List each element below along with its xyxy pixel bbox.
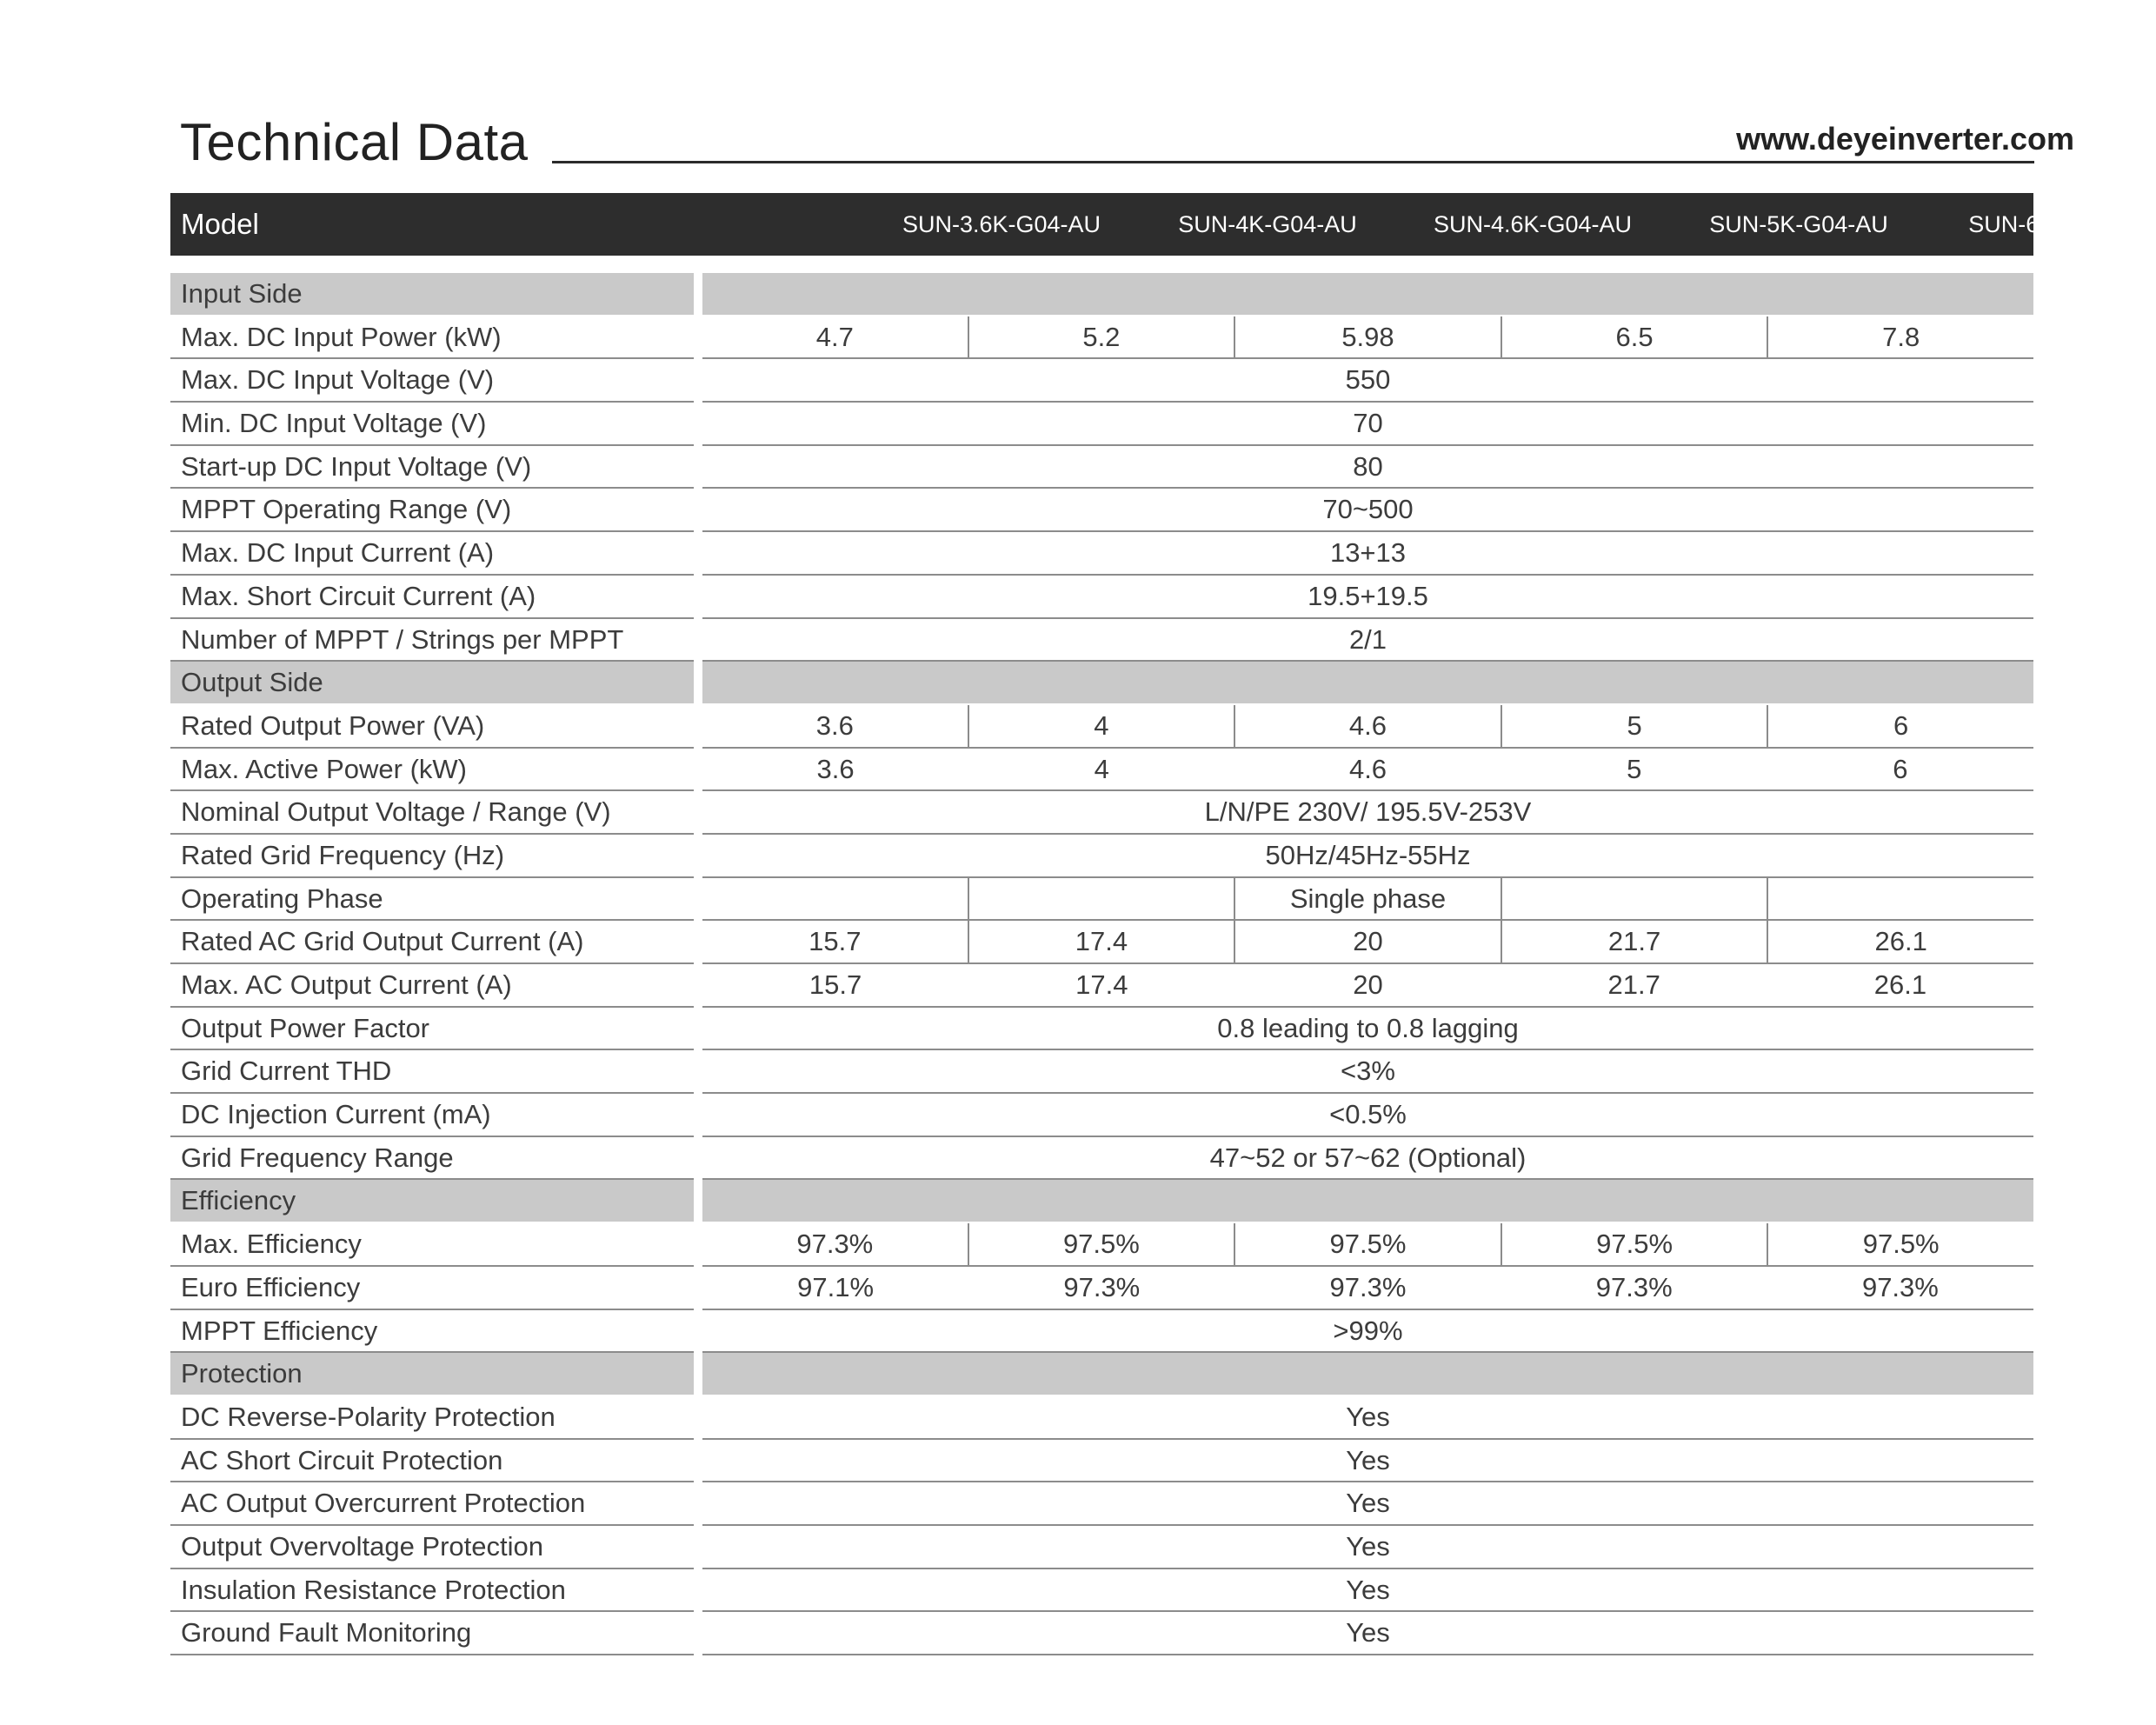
spec-label: Rated Output Power (VA) bbox=[170, 705, 694, 749]
spec-value: <0.5% bbox=[1329, 1099, 1407, 1130]
section-title: Output Side bbox=[170, 662, 694, 705]
spec-value: 47~52 or 57~62 (Optional) bbox=[1209, 1142, 1527, 1173]
spec-value: Yes bbox=[1346, 1617, 1390, 1648]
model-label: Model bbox=[181, 208, 259, 240]
section-title: Efficiency bbox=[170, 1180, 694, 1223]
spec-values bbox=[702, 1267, 2033, 1310]
spec-row bbox=[170, 576, 2033, 619]
spec-value: 4.6 bbox=[1348, 753, 1387, 784]
spec-row bbox=[170, 1526, 2033, 1569]
spec-value: 3.6 bbox=[815, 709, 854, 741]
spec-value: 2/1 bbox=[1348, 623, 1387, 655]
spec-value: 26.1 bbox=[1767, 921, 2033, 962]
spec-value: 20 bbox=[1234, 921, 1501, 962]
spec-value bbox=[1767, 878, 2033, 920]
spec-row bbox=[170, 1310, 2033, 1354]
spec-label: Max. Efficiency bbox=[170, 1223, 694, 1267]
section-fill bbox=[702, 1180, 2033, 1223]
section-title: Input Side bbox=[170, 273, 694, 316]
spec-value: 17.4 bbox=[1075, 969, 1128, 1000]
spec-values bbox=[702, 1050, 2033, 1094]
spec-label: Ground Fault Monitoring bbox=[170, 1612, 694, 1655]
spec-values bbox=[702, 1482, 2033, 1526]
spec-label: Min. DC Input Voltage (V) bbox=[170, 403, 694, 446]
spec-label: Start-up DC Input Voltage (V) bbox=[170, 446, 694, 490]
spec-label: DC Injection Current (mA) bbox=[170, 1094, 694, 1137]
spec-value bbox=[702, 878, 968, 920]
spec-label: AC Output Overcurrent Protection bbox=[170, 1482, 694, 1526]
spec-values bbox=[702, 749, 2033, 792]
spec-label: Max. AC Output Current (A) bbox=[170, 964, 694, 1008]
spec-values bbox=[702, 359, 2033, 403]
spec-label: Nominal Output Voltage / Range (V) bbox=[170, 791, 694, 835]
spec-value: 97.3% bbox=[1861, 1271, 1939, 1302]
spec-value: 21.7 bbox=[1501, 921, 1767, 962]
spec-row bbox=[170, 1050, 2033, 1094]
spec-row bbox=[170, 1569, 2033, 1613]
model-header-bar bbox=[170, 193, 2147, 256]
page-title: Technical Data bbox=[180, 113, 529, 171]
spec-values bbox=[702, 791, 2033, 835]
spec-value bbox=[968, 878, 1234, 920]
spec-values bbox=[702, 1440, 2033, 1483]
spec-row bbox=[170, 316, 2033, 360]
spec-values bbox=[702, 446, 2033, 490]
section-header-row bbox=[170, 1353, 2033, 1396]
model-name-2: SUN-4K-G04-AU bbox=[1178, 211, 1357, 237]
spec-value: 20 bbox=[1353, 969, 1383, 1000]
spec-value: >99% bbox=[1333, 1315, 1403, 1346]
spec-value: 17.4 bbox=[968, 921, 1234, 962]
section-fill bbox=[702, 662, 2033, 705]
spec-row bbox=[170, 1094, 2033, 1137]
spec-values bbox=[702, 532, 2033, 576]
spec-value: 5.2 bbox=[968, 316, 1234, 358]
spec-row bbox=[170, 964, 2033, 1008]
section-header-row bbox=[170, 1180, 2033, 1223]
spec-values bbox=[702, 1094, 2033, 1137]
spec-values bbox=[702, 705, 2033, 749]
spec-value: 97.5% bbox=[1234, 1223, 1501, 1265]
spec-value: Yes bbox=[1346, 1574, 1390, 1605]
spec-row bbox=[170, 359, 2033, 403]
spec-value: 0.8 leading to 0.8 lagging bbox=[1217, 1012, 1519, 1043]
website-url[interactable]: www.deyeinverter.com bbox=[1736, 121, 2074, 157]
section-fill bbox=[702, 1353, 2033, 1396]
spec-values bbox=[702, 316, 2033, 360]
section-title: Protection bbox=[170, 1353, 694, 1396]
model-name-1: SUN-3.6K-G04-AU bbox=[902, 211, 1101, 237]
spec-value: Yes bbox=[1346, 1488, 1390, 1519]
spec-row bbox=[170, 791, 2033, 835]
spec-value: 15.7 bbox=[808, 926, 862, 957]
spec-value: 70 bbox=[1353, 408, 1383, 439]
spec-row bbox=[170, 749, 2033, 792]
spec-values bbox=[702, 619, 2033, 663]
spec-label: Euro Efficiency bbox=[170, 1267, 694, 1310]
spec-value: 4 bbox=[968, 705, 1234, 747]
spec-values bbox=[702, 1396, 2033, 1440]
spec-value: 97.3% bbox=[1595, 1271, 1673, 1302]
spec-value: 97.5% bbox=[1767, 1223, 2033, 1265]
spec-value: 3.6 bbox=[816, 753, 855, 784]
spec-value: 5.98 bbox=[1234, 316, 1501, 358]
spec-label: Max. Short Circuit Current (A) bbox=[170, 576, 694, 619]
spec-label: Output Power Factor bbox=[170, 1008, 694, 1051]
spec-label: DC Reverse-Polarity Protection bbox=[170, 1396, 694, 1440]
spec-value: 4 bbox=[1094, 753, 1109, 784]
spec-row bbox=[170, 532, 2033, 576]
spec-value: 19.5+19.5 bbox=[1308, 580, 1428, 611]
spec-row bbox=[170, 1137, 2033, 1181]
spec-label: Max. Active Power (kW) bbox=[170, 749, 694, 792]
spec-row bbox=[170, 446, 2033, 490]
spec-value: 5 bbox=[1627, 753, 1642, 784]
spec-values bbox=[702, 878, 2033, 922]
section-header-row bbox=[170, 662, 2033, 705]
spec-row bbox=[170, 1612, 2033, 1655]
spec-values bbox=[702, 835, 2033, 878]
spec-value: 97.1% bbox=[797, 1271, 875, 1302]
spec-values bbox=[702, 1008, 2033, 1051]
spec-value: Yes bbox=[1346, 1530, 1390, 1562]
spec-row bbox=[170, 835, 2033, 878]
spec-label: Operating Phase bbox=[170, 878, 694, 922]
spec-value: 97.3% bbox=[796, 1229, 874, 1260]
spec-table bbox=[170, 273, 2033, 1655]
spec-row bbox=[170, 921, 2033, 964]
spec-values bbox=[702, 576, 2033, 619]
model-name-5: SUN-6K-G04-AU bbox=[1968, 211, 2147, 237]
spec-value: 4.7 bbox=[815, 321, 854, 352]
spec-label: Number of MPPT / Strings per MPPT bbox=[170, 619, 694, 663]
spec-values bbox=[702, 1223, 2033, 1267]
spec-value: 550 bbox=[1345, 364, 1391, 396]
spec-values bbox=[702, 1569, 2033, 1613]
spec-row bbox=[170, 403, 2033, 446]
spec-value: Yes bbox=[1346, 1401, 1390, 1432]
title-rule bbox=[552, 161, 2034, 163]
model-name-3: SUN-4.6K-G04-AU bbox=[1433, 211, 1633, 237]
spec-row bbox=[170, 878, 2033, 922]
spec-value: 21.7 bbox=[1607, 969, 1660, 1000]
spec-value: 97.3% bbox=[1063, 1271, 1141, 1302]
spec-label: MPPT Efficiency bbox=[170, 1310, 694, 1354]
spec-values bbox=[702, 1310, 2033, 1354]
spec-values bbox=[702, 489, 2033, 532]
spec-label: Grid Frequency Range bbox=[170, 1137, 694, 1181]
section-header-row bbox=[170, 273, 2033, 316]
spec-value: 13+13 bbox=[1329, 537, 1407, 569]
spec-values bbox=[702, 964, 2033, 1008]
spec-values bbox=[702, 921, 2033, 964]
spec-value: 7.8 bbox=[1767, 316, 2033, 358]
spec-label: Rated Grid Frequency (Hz) bbox=[170, 835, 694, 878]
spec-label: Grid Current THD bbox=[170, 1050, 694, 1094]
spec-row bbox=[170, 1223, 2033, 1267]
spec-values bbox=[702, 403, 2033, 446]
spec-row bbox=[170, 619, 2033, 663]
spec-row bbox=[170, 1267, 2033, 1310]
spec-values bbox=[702, 1137, 2033, 1181]
spec-value: 26.1 bbox=[1873, 969, 1927, 1000]
spec-values bbox=[702, 1612, 2033, 1655]
spec-label: AC Short Circuit Protection bbox=[170, 1440, 694, 1483]
spec-value: 6 bbox=[1893, 753, 1908, 784]
spec-label: MPPT Operating Range (V) bbox=[170, 489, 694, 532]
spec-value: 6 bbox=[1767, 705, 2033, 747]
spec-label: Output Overvoltage Protection bbox=[170, 1526, 694, 1569]
section-fill bbox=[702, 273, 2033, 316]
model-name-4: SUN-5K-G04-AU bbox=[1709, 211, 1888, 237]
spec-value: <3% bbox=[1341, 1056, 1395, 1087]
spec-row bbox=[170, 489, 2033, 532]
spec-value: Yes bbox=[1346, 1444, 1390, 1475]
spec-label: Max. DC Input Power (kW) bbox=[170, 316, 694, 360]
spec-row bbox=[170, 1482, 2033, 1526]
spec-value: L/N/PE 230V/ 195.5V-253V bbox=[1204, 796, 1532, 828]
spec-value: 5 bbox=[1501, 705, 1767, 747]
spec-row bbox=[170, 1440, 2033, 1483]
spec-label: Rated AC Grid Output Current (A) bbox=[170, 921, 694, 964]
spec-row bbox=[170, 1008, 2033, 1051]
spec-label: Max. DC Input Voltage (V) bbox=[170, 359, 694, 403]
spec-value: 70~500 bbox=[1322, 494, 1414, 525]
spec-values bbox=[702, 1526, 2033, 1569]
spec-value: 6.5 bbox=[1501, 316, 1767, 358]
spec-value: Single phase bbox=[1234, 878, 1501, 920]
spec-value: 80 bbox=[1353, 450, 1383, 482]
spec-value: 4.6 bbox=[1234, 705, 1501, 747]
spec-label: Max. DC Input Current (A) bbox=[170, 532, 694, 576]
spec-label: Insulation Resistance Protection bbox=[170, 1569, 694, 1613]
spec-value bbox=[1501, 878, 1767, 920]
spec-value: 15.7 bbox=[808, 969, 862, 1000]
spec-value: 97.3% bbox=[1329, 1271, 1407, 1302]
spec-value: 97.5% bbox=[1501, 1223, 1767, 1265]
spec-row bbox=[170, 1396, 2033, 1440]
spec-value: 50Hz/45Hz-55Hz bbox=[1265, 839, 1471, 870]
spec-row bbox=[170, 705, 2033, 749]
spec-value: 97.5% bbox=[968, 1223, 1234, 1265]
